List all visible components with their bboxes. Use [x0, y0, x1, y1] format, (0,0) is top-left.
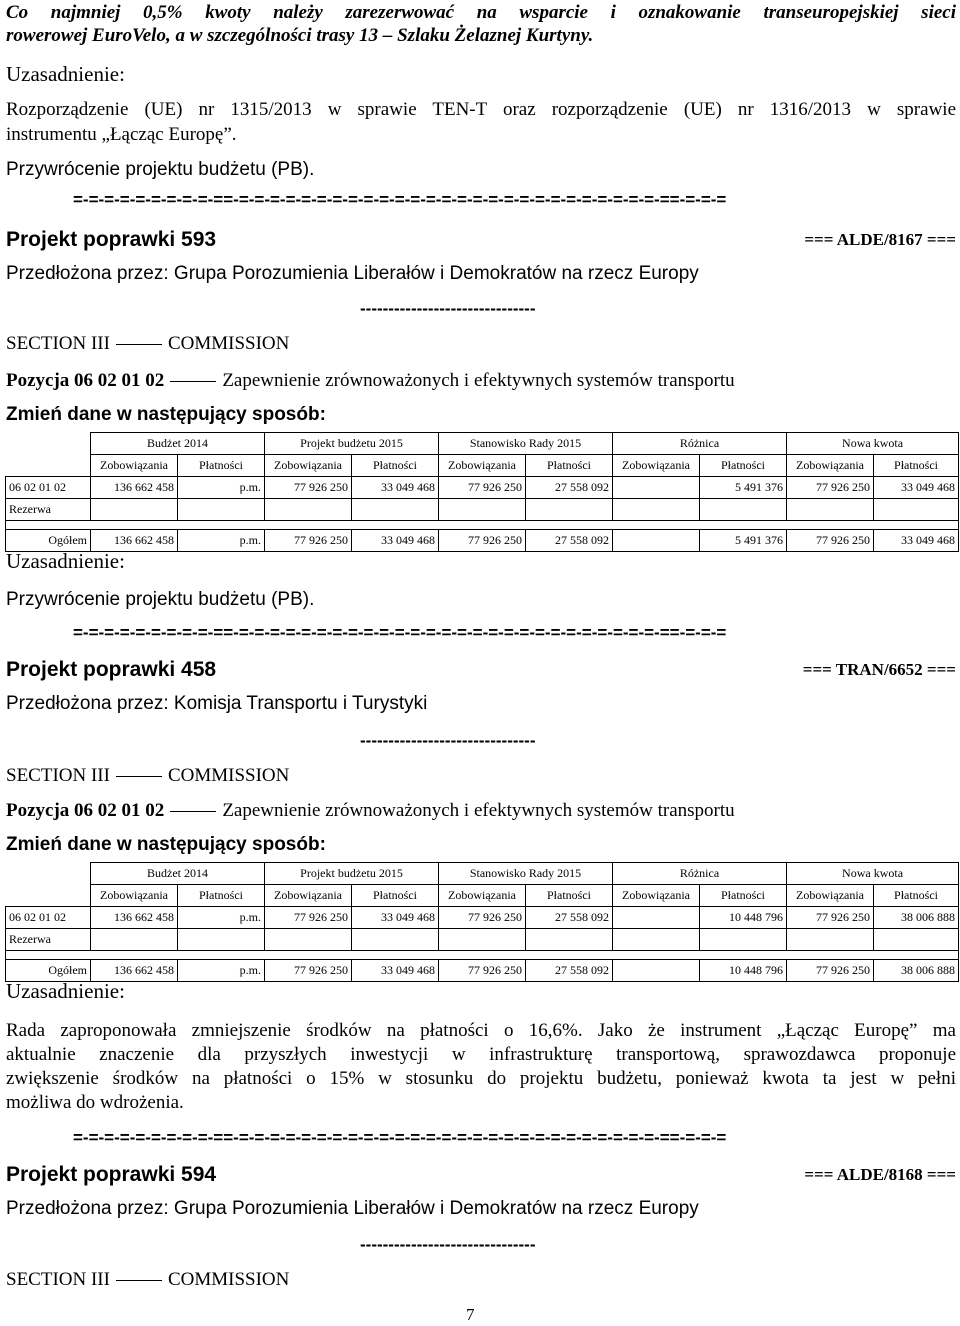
- table-row: [6, 907, 959, 929]
- amendment-title: Projekt poprawki 594: [6, 1163, 217, 1186]
- cell: p.m.: [178, 960, 265, 982]
- amendment-ref: === ALDE/8167 ===: [804, 230, 956, 249]
- section-left: SECTION III: [6, 765, 110, 786]
- header-difference: Różnica: [613, 863, 787, 885]
- header-commitments: Zobowiązania: [265, 885, 352, 907]
- cell: 136 662 458: [91, 477, 178, 499]
- budget-table: [5, 432, 959, 552]
- header-new-amount: Nowa kwota: [787, 433, 959, 455]
- cell: 27 558 092: [526, 907, 613, 929]
- section-line: [6, 765, 289, 787]
- justification-text: zwiększenie środków na płatności o 15% w stosunku do projektu budżetu, ponieważ kwota ta jest w pełni: [6, 1068, 956, 1089]
- cell: 10 448 796: [700, 960, 787, 982]
- amendment-title: Projekt poprawki 458: [6, 658, 217, 681]
- justification-heading: Uzasadnienie:: [6, 979, 125, 1003]
- header-commitments: Zobowiązania: [91, 455, 178, 477]
- amendment-title: Projekt poprawki 593: [6, 228, 217, 251]
- cell: p.m.: [178, 907, 265, 929]
- cell: 77 926 250: [787, 530, 874, 552]
- header-commitments: Zobowiązania: [91, 885, 178, 907]
- em-dash-rule: [170, 811, 216, 812]
- separator: =-=-=-=-=-=-=-=-=-==-=-=-=-=-=-=-=-=-=-=-=-=-=-=-=-=-=-=-=-=-=-=-=-=-=-=-=-==-=-=-=: [73, 623, 727, 642]
- position-label: Pozycja 06 02 01 02: [6, 370, 165, 391]
- header-council-position: Stanowisko Rady 2015: [439, 863, 613, 885]
- cell: 77 926 250: [265, 530, 352, 552]
- cell: 77 926 250: [787, 477, 874, 499]
- row-label: Ogółem: [6, 960, 91, 982]
- header-payments: Płatności: [700, 455, 787, 477]
- header-budget-2014: Budżet 2014: [91, 863, 265, 885]
- header-difference: Różnica: [613, 433, 787, 455]
- header-payments: Płatności: [700, 885, 787, 907]
- justification-text: aktualnie znaczenie dla przyszłych inwestycji w infrastrukturę transportową, sprawozdawca proponuje: [6, 1044, 956, 1065]
- header-payments: Płatności: [874, 885, 959, 907]
- cell: 136 662 458: [91, 960, 178, 982]
- position-line: [6, 370, 735, 392]
- cell: 77 926 250: [265, 477, 352, 499]
- cell: 10 448 796: [700, 907, 787, 929]
- section-right: COMMISSION: [167, 765, 290, 786]
- cell: 38 006 888: [874, 960, 959, 982]
- section-line: [6, 333, 289, 355]
- dash-rule: -------------------------------: [360, 1235, 536, 1254]
- cell: 27 558 092: [526, 530, 613, 552]
- change-label: Zmień dane w następujący sposób:: [6, 404, 326, 425]
- header-commitments: Zobowiązania: [439, 455, 526, 477]
- justification-line-2: instrumentu „Łącząc Europę”.: [6, 124, 237, 145]
- cell: 77 926 250: [439, 530, 526, 552]
- header-budget-2014: Budżet 2014: [91, 433, 265, 455]
- header-commitments: Zobowiązania: [439, 885, 526, 907]
- submitted-by: Przedłożona przez: Komisja Transportu i Turystyki: [6, 693, 428, 714]
- header-draft-budget-2015: Projekt budżetu 2015: [265, 433, 439, 455]
- table-row: [6, 929, 959, 951]
- header-draft-budget-2015: Projekt budżetu 2015: [265, 863, 439, 885]
- table-row: [6, 499, 959, 521]
- dash-rule: -------------------------------: [360, 731, 536, 750]
- justification-text: Rada zaproponowała zmniejszenie środków na płatności o 16,6%. Jako że instrument „Łącząc Europę” ma: [6, 1020, 956, 1041]
- cell: p.m.: [178, 530, 265, 552]
- header-payments: Płatności: [874, 455, 959, 477]
- cell: 77 926 250: [787, 907, 874, 929]
- cell: 33 049 468: [874, 530, 959, 552]
- cell: 27 558 092: [526, 477, 613, 499]
- row-label: Rezerwa: [6, 929, 91, 951]
- cell: 27 558 092: [526, 960, 613, 982]
- cell: 33 049 468: [352, 530, 439, 552]
- cell: [613, 477, 700, 499]
- change-label: Zmień dane w następujący sposób:: [6, 834, 326, 855]
- table-row: [6, 530, 959, 552]
- cell: 77 926 250: [265, 907, 352, 929]
- header-commitments: Zobowiązania: [265, 455, 352, 477]
- submitted-by: Przedłożona przez: Grupa Porozumienia Liberałów i Demokratów na rzecz Europy: [6, 263, 699, 284]
- em-dash-rule: [170, 381, 216, 382]
- header-commitments: Zobowiązania: [613, 455, 700, 477]
- position-label: Pozycja 06 02 01 02: [6, 800, 165, 821]
- table-row: [6, 960, 959, 982]
- cell: 77 926 250: [265, 960, 352, 982]
- position-text: Zapewnienie zrównoważonych i efektywnych systemów transportu: [222, 370, 735, 391]
- header-payments: Płatności: [178, 455, 265, 477]
- dash-rule: -------------------------------: [360, 299, 536, 318]
- separator: =-=-=-=-=-=-=-=-=-==-=-=-=-=-=-=-=-=-=-=-=-=-=-=-=-=-=-=-=-=-=-=-=-=-=-=-=-==-=-=-=: [73, 1128, 727, 1147]
- separator: =-=-=-=-=-=-=-=-=-==-=-=-=-=-=-=-=-=-=-=-=-=-=-=-=-=-=-=-=-=-=-=-=-=-=-=-=-==-=-=-=: [73, 190, 727, 209]
- justification-heading: Uzasadnienie:: [6, 549, 125, 573]
- row-label: 06 02 01 02: [6, 907, 91, 929]
- cell: 33 049 468: [352, 960, 439, 982]
- intro-line-1: Co najmniej 0,5% kwoty należy zarezerwować na wsparcie i oznakowanie transeuropejskiej sieci: [6, 2, 956, 23]
- cell: 77 926 250: [439, 960, 526, 982]
- em-dash-rule: [116, 1280, 162, 1281]
- justification-line-1: Rozporządzenie (UE) nr 1315/2013 w sprawie TEN-T oraz rozporządzenie (UE) nr 1316/2013 w sprawie: [6, 99, 956, 120]
- row-label: Ogółem: [6, 530, 91, 552]
- header-payments: Płatności: [526, 455, 613, 477]
- section-line: [6, 1269, 289, 1291]
- row-label: Rezerwa: [6, 499, 91, 521]
- section-right: COMMISSION: [167, 1269, 290, 1290]
- cell: p.m.: [178, 477, 265, 499]
- header-payments: Płatności: [352, 885, 439, 907]
- cell: [613, 530, 700, 552]
- header-commitments: Zobowiązania: [613, 885, 700, 907]
- cell: 77 926 250: [787, 960, 874, 982]
- budget-table: [5, 862, 959, 982]
- row-label: 06 02 01 02: [6, 477, 91, 499]
- justification-text: Przywrócenie projektu budżetu (PB).: [6, 589, 315, 610]
- header-payments: Płatności: [178, 885, 265, 907]
- section-left: SECTION III: [6, 333, 110, 354]
- submitted-by: Przedłożona przez: Grupa Porozumienia Liberałów i Demokratów na rzecz Europy: [6, 1198, 699, 1219]
- restore-text: Przywrócenie projektu budżetu (PB).: [6, 159, 315, 180]
- header-payments: Płatności: [526, 885, 613, 907]
- cell: 136 662 458: [91, 530, 178, 552]
- header-council-position: Stanowisko Rady 2015: [439, 433, 613, 455]
- amendment-ref: === ALDE/8168 ===: [804, 1165, 956, 1184]
- cell: 136 662 458: [91, 907, 178, 929]
- justification-heading: Uzasadnienie:: [6, 62, 125, 86]
- amendment-ref: === TRAN/6652 ===: [802, 660, 956, 679]
- position-line: [6, 800, 735, 822]
- em-dash-rule: [116, 776, 162, 777]
- cell: 5 491 376: [700, 530, 787, 552]
- intro-line-2: rowerowej EuroVelo, a w szczególności trasy 13 – Szlaku Żelaznej Kurtyny.: [6, 25, 594, 46]
- justification-text: możliwa do wdrożenia.: [6, 1092, 184, 1113]
- cell: 5 491 376: [700, 477, 787, 499]
- cell: 33 049 468: [352, 907, 439, 929]
- header-commitments: Zobowiązania: [787, 885, 874, 907]
- cell: [613, 907, 700, 929]
- position-text: Zapewnienie zrównoważonych i efektywnych systemów transportu: [222, 800, 735, 821]
- em-dash-rule: [116, 344, 162, 345]
- section-left: SECTION III: [6, 1269, 110, 1290]
- cell: [613, 960, 700, 982]
- cell: 77 926 250: [439, 477, 526, 499]
- header-commitments: Zobowiązania: [787, 455, 874, 477]
- header-payments: Płatności: [352, 455, 439, 477]
- table-row: [6, 477, 959, 499]
- cell: 33 049 468: [874, 477, 959, 499]
- page-number: 7: [466, 1305, 475, 1324]
- cell: 38 006 888: [874, 907, 959, 929]
- section-right: COMMISSION: [167, 333, 290, 354]
- cell: 33 049 468: [352, 477, 439, 499]
- header-new-amount: Nowa kwota: [787, 863, 959, 885]
- cell: 77 926 250: [439, 907, 526, 929]
